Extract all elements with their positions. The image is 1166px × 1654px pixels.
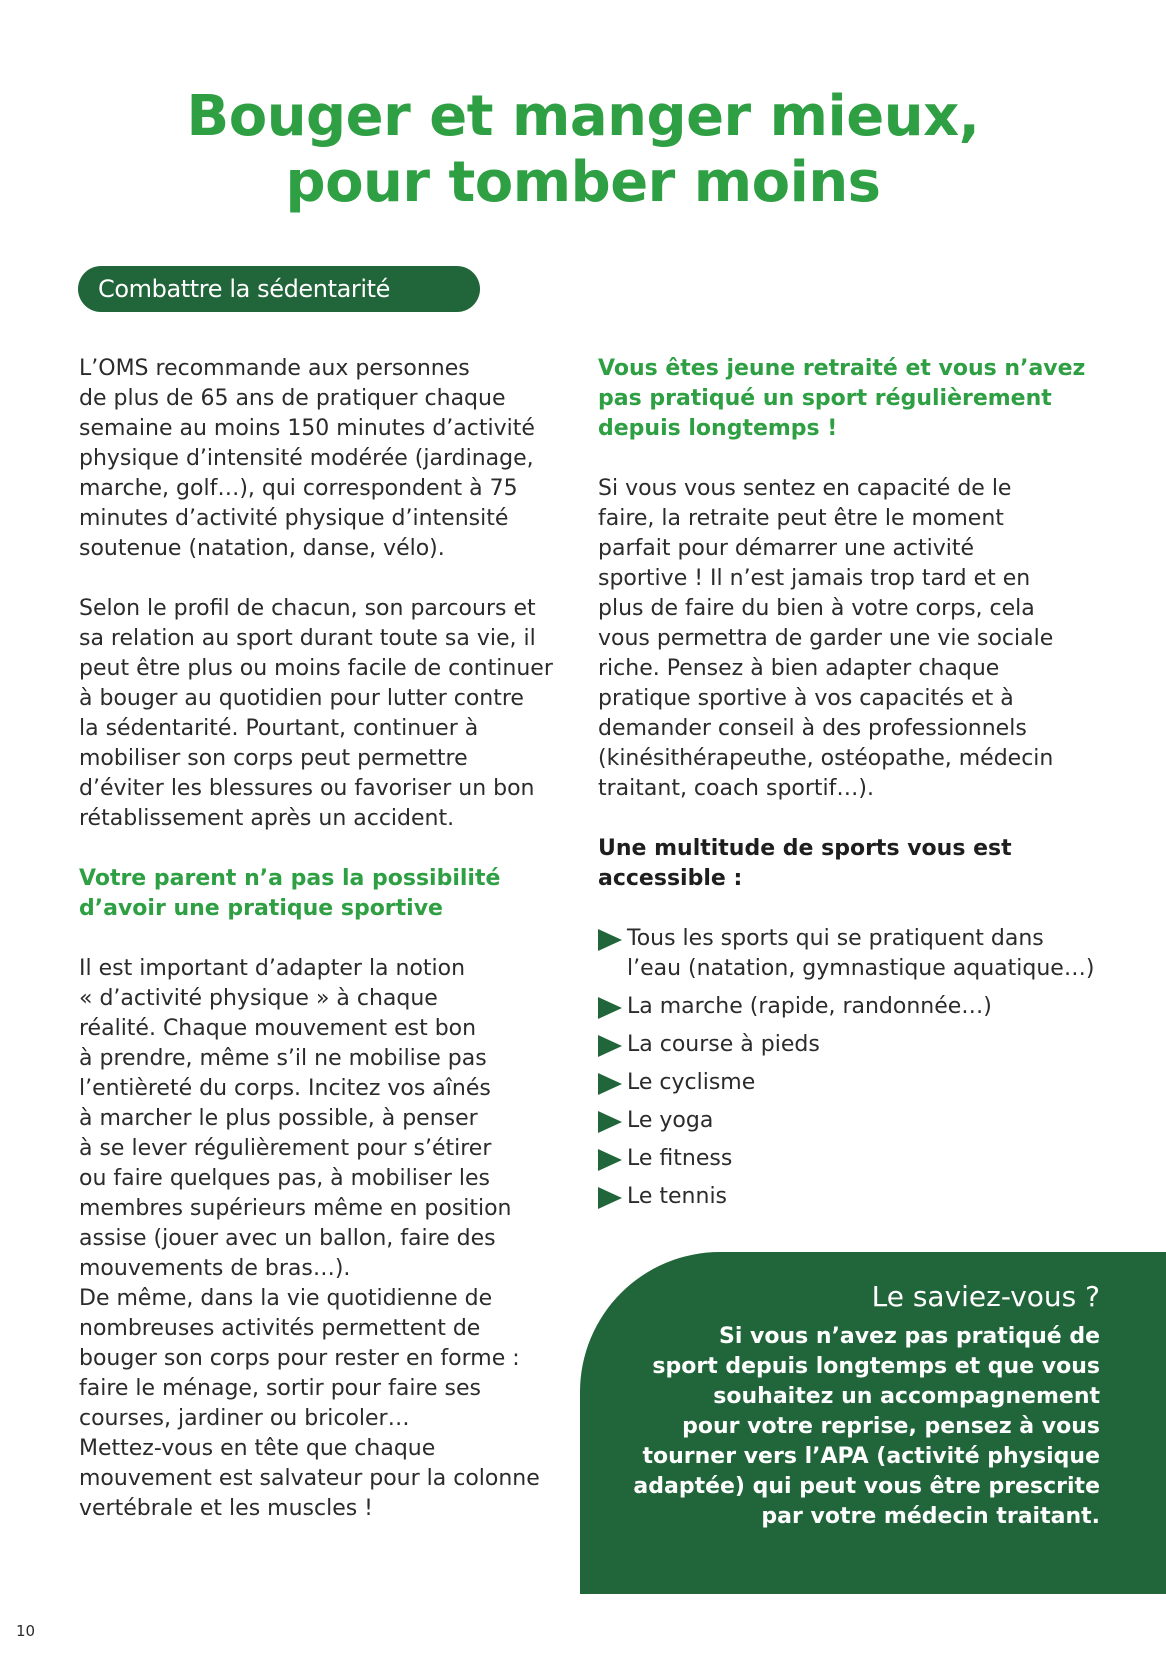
arrow-bullet-icon bbox=[598, 1111, 622, 1133]
text-line: demander conseil à des professionnels bbox=[598, 716, 1027, 741]
text-line: mouvement est salvateur pour la colonne bbox=[79, 1466, 540, 1491]
text-line: par votre médecin traitant. bbox=[761, 1504, 1100, 1529]
did-you-know-callout bbox=[580, 1252, 1166, 1594]
arrow-bullet-icon bbox=[598, 1073, 622, 1095]
sport-label: Le cyclisme bbox=[627, 1070, 756, 1095]
text-line: Votre parent n’a pas la possibilité bbox=[79, 866, 501, 891]
callout-title: Le saviez-vous ? bbox=[871, 1280, 1100, 1313]
text-line: traitant, coach sportif…). bbox=[598, 776, 874, 801]
text-line: à se lever régulièrement pour s’étirer bbox=[79, 1136, 492, 1161]
text-line: à bouger au quotidien pour lutter contre bbox=[79, 686, 524, 711]
sport-label: Tous les sports qui se pratiquent dans bbox=[627, 926, 1044, 951]
text-line: pas pratiqué un sport régulièrement bbox=[598, 386, 1052, 411]
title-line-1: Bouger et manger mieux, bbox=[186, 84, 980, 149]
page-title bbox=[0, 84, 1166, 216]
text-line: d’éviter les blessures ou favoriser un bon bbox=[79, 776, 535, 801]
text-line: faire le ménage, sortir pour faire ses bbox=[79, 1376, 481, 1401]
arrow-bullet-icon bbox=[598, 929, 622, 951]
title-line-2: pour tomber moins bbox=[285, 150, 881, 215]
text-line: Il est important d’adapter la notion bbox=[79, 956, 466, 981]
sport-label: La marche (rapide, randonnée…) bbox=[627, 994, 992, 1019]
text-line: « d’activité physique » à chaque bbox=[79, 986, 438, 1011]
text-line: Si vous vous sentez en capacité de le bbox=[598, 476, 1012, 501]
page-number: 10 bbox=[16, 1622, 36, 1640]
sports-list bbox=[598, 924, 1098, 1212]
sport-list-item bbox=[598, 1068, 1098, 1098]
text-line: riche. Pensez à bien adapter chaque bbox=[598, 656, 1000, 681]
text-line: adaptée) qui peut vous être prescrite bbox=[633, 1474, 1100, 1499]
text-line: mobiliser son corps peut permettre bbox=[79, 746, 468, 771]
text-line: soutenue (natation, danse, vélo). bbox=[79, 536, 445, 561]
text-line: vertébrale et les muscles ! bbox=[79, 1496, 374, 1521]
text-line: souhaitez un accompagnement bbox=[713, 1384, 1100, 1409]
text-line: peut être plus ou moins facile de continuer bbox=[79, 656, 553, 681]
text-line: courses, jardiner ou bricoler… bbox=[79, 1406, 410, 1431]
sport-list-item bbox=[598, 1030, 1098, 1060]
text-line: (kinésithérapeuthe, ostéopathe, médecin bbox=[598, 746, 1054, 771]
text-line: ou faire quelques pas, à mobiliser les bbox=[79, 1166, 490, 1191]
text-line: Mettez-vous en tête que chaque bbox=[79, 1436, 436, 1461]
sport-list-item bbox=[598, 992, 1098, 1022]
sport-list-item bbox=[598, 1182, 1098, 1212]
text-line: bouger son corps pour rester en forme : bbox=[79, 1346, 520, 1371]
arrow-bullet-icon bbox=[598, 1149, 622, 1171]
sport-label: Le tennis bbox=[627, 1184, 728, 1209]
text-line: nombreuses activités permettent de bbox=[79, 1316, 481, 1341]
text-line: L’OMS recommande aux personnes bbox=[79, 356, 470, 381]
text-line: la sédentarité. Pourtant, continuer à bbox=[79, 716, 479, 741]
sport-label: l’eau (natation, gymnastique aquatique…) bbox=[627, 956, 1095, 981]
sport-list-item bbox=[598, 1144, 1098, 1174]
text-line: de plus de 65 ans de pratiquer chaque bbox=[79, 386, 506, 411]
text-line: assise (jouer avec un ballon, faire des bbox=[79, 1226, 496, 1251]
sport-label: La course à pieds bbox=[627, 1032, 820, 1057]
sports-list-heading bbox=[598, 834, 1098, 894]
profile-paragraph bbox=[79, 594, 579, 834]
text-line: marche, golf…), qui correspondent à 75 bbox=[79, 476, 518, 501]
text-line: accessible : bbox=[598, 866, 743, 891]
text-line: vous permettra de garder une vie sociale bbox=[598, 626, 1054, 651]
sport-list-item bbox=[598, 924, 1098, 984]
text-line: rétablissement après un accident. bbox=[79, 806, 455, 831]
text-line: sportive ! Il n’est jamais trop tard et en bbox=[598, 566, 1031, 591]
arrow-bullet-icon bbox=[598, 997, 622, 1019]
text-line: réalité. Chaque mouvement est bon bbox=[79, 1016, 477, 1041]
text-line: plus de faire du bien à votre corps, cela bbox=[598, 596, 1035, 621]
text-line: tourner vers l’APA (activité physique bbox=[642, 1444, 1100, 1469]
text-line: membres supérieurs même en position bbox=[79, 1196, 512, 1221]
text-line: Selon le profil de chacun, son parcours et bbox=[79, 596, 536, 621]
right-column bbox=[598, 354, 1098, 1220]
text-line: l’entièreté du corps. Incitez vos aînés bbox=[79, 1076, 491, 1101]
text-line: De même, dans la vie quotidienne de bbox=[79, 1286, 493, 1311]
text-line: Si vous n’avez pas pratiqué de bbox=[718, 1324, 1100, 1349]
text-line: minutes d’activité physique d’intensité bbox=[79, 506, 509, 531]
text-line: pratique sportive à vos capacités et à bbox=[598, 686, 1014, 711]
parent-heading bbox=[79, 864, 579, 924]
sport-label: Le fitness bbox=[627, 1146, 733, 1171]
retiree-paragraph bbox=[598, 474, 1098, 804]
text-line: depuis longtemps ! bbox=[598, 416, 838, 441]
text-line: Une multitude de sports vous est bbox=[598, 836, 1012, 861]
sport-list-item bbox=[598, 1106, 1098, 1136]
arrow-bullet-icon bbox=[598, 1035, 622, 1057]
text-line: mouvements de bras…). bbox=[79, 1256, 351, 1281]
sport-label: Le yoga bbox=[627, 1108, 714, 1133]
adapt-paragraph bbox=[79, 954, 579, 1524]
text-line: sport depuis longtemps et que vous bbox=[652, 1354, 1100, 1379]
text-line: physique d’intensité modérée (jardinage, bbox=[79, 446, 534, 471]
section-label-pill: Combattre la sédentarité bbox=[78, 266, 480, 312]
text-line: d’avoir une pratique sportive bbox=[79, 896, 443, 921]
oms-paragraph bbox=[79, 354, 579, 564]
text-line: semaine au moins 150 minutes d’activité bbox=[79, 416, 535, 441]
text-line: Vous êtes jeune retraité et vous n’avez bbox=[598, 356, 1086, 381]
text-line: sa relation au sport durant toute sa vie, il bbox=[79, 626, 536, 651]
retiree-heading bbox=[598, 354, 1098, 444]
text-line: pour votre reprise, pensez à vous bbox=[682, 1414, 1100, 1439]
arrow-bullet-icon bbox=[598, 1187, 622, 1209]
left-column bbox=[79, 354, 579, 1524]
text-line: parfait pour démarrer une activité bbox=[598, 536, 975, 561]
callout-body bbox=[633, 1322, 1100, 1532]
text-line: à marcher le plus possible, à penser bbox=[79, 1106, 478, 1131]
text-line: faire, la retraite peut être le moment bbox=[598, 506, 1004, 531]
text-line: à prendre, même s’il ne mobilise pas bbox=[79, 1046, 487, 1071]
